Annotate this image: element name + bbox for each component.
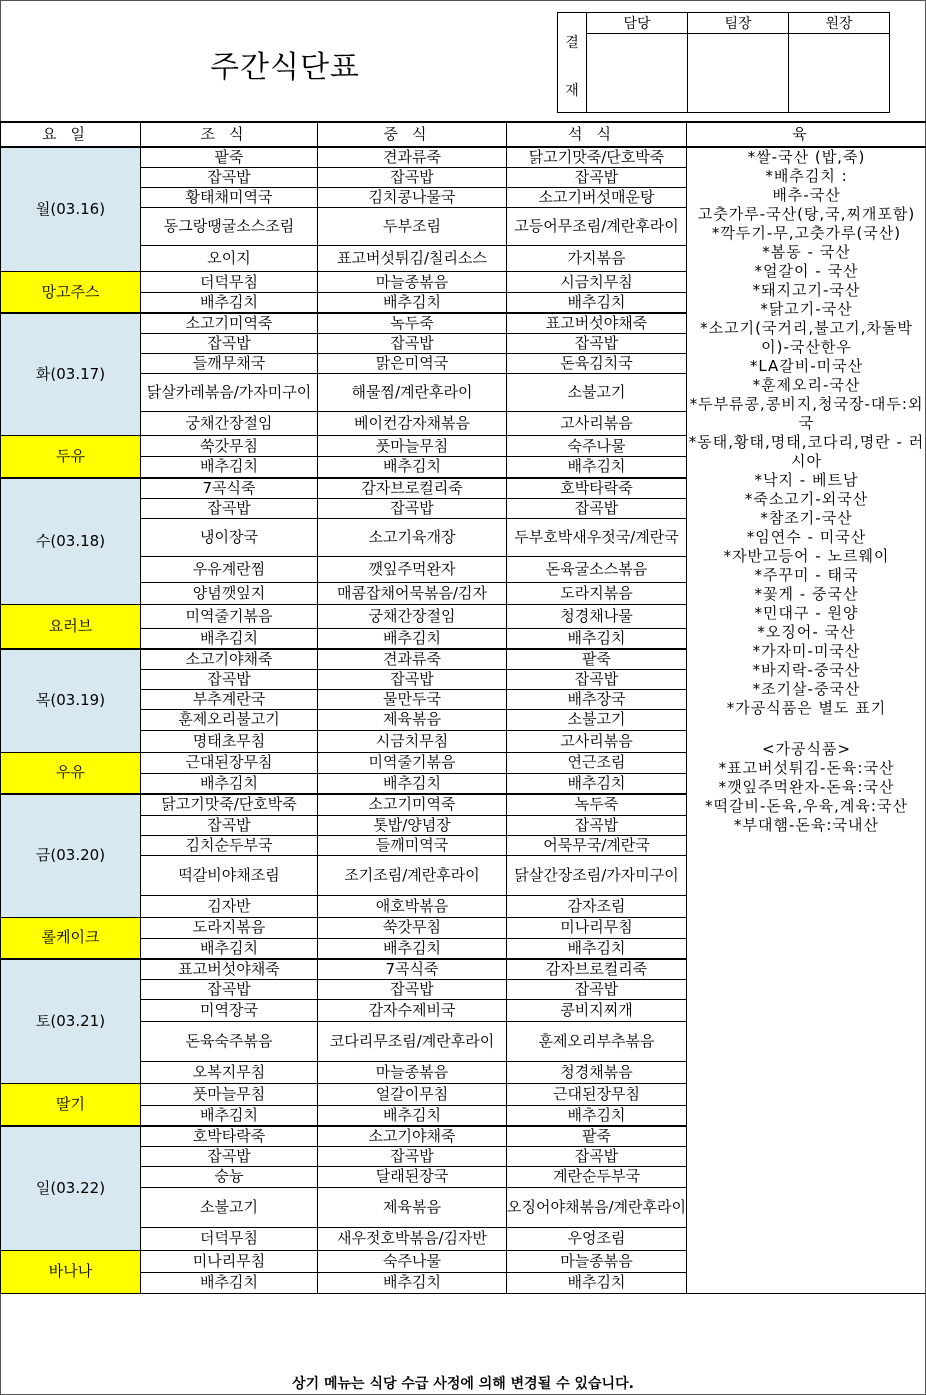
menu-cell-lunch: 얼갈이무침: [318, 1083, 507, 1105]
menu-cell-breakfast: 닭살카레볶음/가자미구이: [141, 374, 318, 412]
header-origin: 육: [687, 122, 926, 147]
dessert-label: 요러브: [1, 604, 141, 649]
menu-cell-breakfast: 팥죽: [141, 147, 318, 168]
origin-note-line: *쌀-국산 (밥,죽): [747, 148, 866, 166]
menu-cell-lunch: 소고기야채죽: [318, 1126, 507, 1147]
menu-cell-lunch: 배추김치: [318, 457, 507, 478]
menu-cell-dinner: 팥죽: [507, 1126, 687, 1147]
menu-cell-dinner: 잡곡밥: [507, 168, 687, 188]
menu-cell-breakfast: 배추김치: [141, 1105, 318, 1126]
origin-note-line: *소고기(국거리,불고기,차돌박이)-국산한우: [700, 319, 913, 356]
menu-cell-lunch: 소고기미역죽: [318, 794, 507, 815]
menu-cell-dinner: 잡곡밥: [507, 669, 687, 689]
menu-cell-breakfast: 쑥갓무침: [141, 436, 318, 457]
menu-cell-lunch: 견과류죽: [318, 649, 507, 670]
menu-cell-breakfast: 명태초무침: [141, 730, 318, 752]
menu-cell-lunch: 소고기육개장: [318, 518, 507, 556]
menu-cell-dinner: 배추장국: [507, 689, 687, 709]
menu-cell-lunch: 잡곡밥: [318, 1146, 507, 1166]
approval-box: [557, 12, 890, 113]
menu-cell-breakfast: 잡곡밥: [141, 815, 318, 835]
menu-cell-dinner: 두부호박새우젓국/계란국: [507, 518, 687, 556]
menu-cell-breakfast: 호박타락죽: [141, 1126, 318, 1147]
menu-cell-breakfast: 들깨무채국: [141, 354, 318, 374]
menu-cell-dinner: 잡곡밥: [507, 1146, 687, 1166]
menu-cell-lunch: 숙주나물: [318, 1250, 507, 1272]
menu-cell-breakfast: 미역장국: [141, 999, 318, 1021]
menu-cell-dinner: 근대된장무침: [507, 1083, 687, 1105]
origin-note-line: *떡갈비-돈육,우육,계육:국산: [705, 797, 908, 815]
origin-note-line: *봄동 - 국산: [762, 243, 851, 261]
origin-note-line: *깍두기-무,고춧가루(국산): [711, 224, 902, 242]
menu-cell-lunch: 배추김치: [318, 293, 507, 314]
menu-cell-dinner: 배추김치: [507, 628, 687, 649]
menu-cell-dinner: 도라지볶음: [507, 582, 687, 604]
menu-cell-breakfast: 숭늉: [141, 1166, 318, 1187]
origin-note-line: *꽃게 - 중국산: [754, 585, 859, 603]
menu-cell-breakfast: 황태채미역국: [141, 188, 318, 208]
menu-cell-dinner: 닭살간장조림/가자미구이: [507, 855, 687, 895]
menu-cell-lunch: 들깨미역국: [318, 835, 507, 855]
menu-cell-dinner: 숙주나물: [507, 436, 687, 457]
menu-cell-lunch: 애호박볶음: [318, 895, 507, 917]
menu-cell-dinner: 미나리무침: [507, 917, 687, 938]
menu-cell-dinner: 배추김치: [507, 1105, 687, 1126]
menu-cell-dinner: 마늘종볶음: [507, 1250, 687, 1272]
menu-cell-lunch: 미역줄기볶음: [318, 752, 507, 773]
day-label: 화(03.17): [1, 313, 141, 436]
menu-cell-dinner: 고사리볶음: [507, 730, 687, 752]
origin-note-line: *바지락-중국산: [752, 661, 861, 679]
origin-note-line: *자반고등어 - 노르웨이: [723, 547, 890, 565]
menu-cell-breakfast: 도라지볶음: [141, 917, 318, 938]
menu-cell-lunch: 새우젓호박볶음/김자반: [318, 1227, 507, 1250]
menu-cell-dinner: 닭고기맛죽/단호박죽: [507, 147, 687, 168]
menu-cell-dinner: 오징어야채볶음/계란후라이: [507, 1187, 687, 1227]
menu-cell-lunch: 두부조림: [318, 208, 507, 246]
menu-cell-lunch: 시금치무침: [318, 730, 507, 752]
menu-cell-lunch: 달래된장국: [318, 1166, 507, 1187]
menu-cell-lunch: 마늘종볶음: [318, 272, 507, 293]
header-dinner: 석식: [507, 122, 687, 147]
origin-note-line: *주꾸미 - 태국: [754, 566, 859, 584]
menu-cell-lunch: 배추김치: [318, 773, 507, 794]
origin-note-line: *돼지고기-국산: [752, 281, 861, 299]
menu-cell-dinner: 돈육김치국: [507, 354, 687, 374]
menu-cell-breakfast: 7곡식죽: [141, 478, 318, 499]
menu-cell-breakfast: 근대된장무침: [141, 752, 318, 773]
origin-note-line: [687, 718, 926, 740]
menu-cell-lunch: 배추김치: [318, 1272, 507, 1293]
menu-cell-lunch: 7곡식죽: [318, 959, 507, 980]
menu-cell-dinner: 감자브로컬리죽: [507, 959, 687, 980]
menu-cell-breakfast: 오복지무침: [141, 1061, 318, 1083]
menu-cell-lunch: 잡곡밥: [318, 334, 507, 354]
menu-cell-breakfast: 배추김치: [141, 457, 318, 478]
approval-label: [558, 13, 587, 113]
footer-note: 상기 메뉴는 식당 수급 사정에 의해 변경될 수 있습니다.: [292, 1376, 634, 1392]
origin-note-line: *훈제오리-국산: [752, 376, 861, 394]
menu-cell-breakfast: 배추김치: [141, 938, 318, 959]
dessert-label: 망고주스: [1, 272, 141, 314]
day-label: 금(03.20): [1, 794, 141, 917]
approval-label-gyeol: 결: [565, 34, 579, 51]
menu-cell-breakfast: 더덕무침: [141, 1227, 318, 1250]
menu-cell-lunch: 제육볶음: [318, 709, 507, 730]
origin-note-line: <가공식품>: [761, 740, 852, 758]
page-title: 주간식단표: [210, 50, 360, 85]
menu-cell-breakfast: 잡곡밥: [141, 498, 318, 518]
dessert-label: 딸기: [1, 1083, 141, 1126]
menu-cell-dinner: 잡곡밥: [507, 498, 687, 518]
menu-cell-lunch: 배추김치: [318, 1105, 507, 1126]
day-label: 수(03.18): [1, 478, 141, 605]
menu-cell-lunch: 조기조림/계란후라이: [318, 855, 507, 895]
menu-cell-lunch: 베이컨감자채볶음: [318, 412, 507, 436]
approval-sign-3[interactable]: [789, 34, 890, 113]
origin-note-line: *민대구 - 원양: [754, 604, 859, 622]
menu-cell-breakfast: 배추김치: [141, 773, 318, 794]
origin-note-line: *두부류콩,콩비지,청국장-대두:외국: [689, 395, 924, 432]
menu-cell-dinner: 계란순두부국: [507, 1166, 687, 1187]
menu-cell-breakfast: 소불고기: [141, 1187, 318, 1227]
menu-cell-breakfast: 잡곡밥: [141, 979, 318, 999]
menu-cell-dinner: 녹두죽: [507, 794, 687, 815]
menu-cell-breakfast: 동그랑땡굴소스조림: [141, 208, 318, 246]
origin-note-line: *참조기-국산: [760, 509, 853, 527]
menu-cell-breakfast: 닭고기맛죽/단호박죽: [141, 794, 318, 815]
dessert-label: 롤케이크: [1, 917, 141, 959]
origin-note-line: *임연수 - 미국산: [746, 528, 867, 546]
origin-note-line: *가자미-미국산: [752, 642, 861, 660]
origin-notes: [687, 147, 926, 1293]
origin-note-line: *조기살-중국산: [752, 680, 861, 698]
header-day: 요일: [1, 122, 141, 147]
origin-note-line: 배추-국산: [772, 186, 841, 204]
origin-note-line: *가공식품은 별도 표기: [726, 699, 887, 717]
menu-cell-lunch: 궁채간장절임: [318, 604, 507, 628]
menu-cell-dinner: 청경채나물: [507, 604, 687, 628]
menu-cell-dinner: 잡곡밥: [507, 979, 687, 999]
menu-cell-breakfast: 소고기미역죽: [141, 313, 318, 334]
menu-cell-lunch: 감자브로컬리죽: [318, 478, 507, 499]
menu-cell-lunch: 깻잎주먹완자: [318, 556, 507, 582]
menu-cell-lunch: 마늘종볶음: [318, 1061, 507, 1083]
menu-cell-dinner: 청경채볶음: [507, 1061, 687, 1083]
origin-note-line: *표고버섯튀김-돈육:국산: [718, 759, 895, 777]
origin-note-line: *오징어- 국산: [757, 623, 856, 641]
origin-note-line: *배추김치 :: [765, 167, 848, 185]
menu-cell-dinner: 콩비지찌개: [507, 999, 687, 1021]
menu-table: [0, 121, 926, 1294]
menu-cell-dinner: 고사리볶음: [507, 412, 687, 436]
menu-cell-dinner: 배추김치: [507, 773, 687, 794]
menu-cell-breakfast: 냉이장국: [141, 518, 318, 556]
day-label: 월(03.16): [1, 147, 141, 272]
menu-cell-dinner: 팥죽: [507, 649, 687, 670]
approval-sign-2[interactable]: [688, 34, 789, 113]
menu-cell-lunch: 견과류죽: [318, 147, 507, 168]
menu-cell-breakfast: 배추김치: [141, 293, 318, 314]
menu-cell-breakfast: 우유계란찜: [141, 556, 318, 582]
menu-cell-dinner: 돈육굴소스볶음: [507, 556, 687, 582]
menu-cell-dinner: 호박타락죽: [507, 478, 687, 499]
menu-cell-breakfast: 미역줄기볶음: [141, 604, 318, 628]
approval-sign-1[interactable]: [587, 34, 688, 113]
menu-cell-breakfast: 오이지: [141, 246, 318, 272]
menu-body: [1, 147, 926, 1293]
menu-cell-lunch: 물만두국: [318, 689, 507, 709]
origin-note-line: *동태,황태,명태,코다리,명란 - 러시아: [688, 433, 925, 470]
origin-note-line: *낙지 - 베트남: [754, 471, 859, 489]
header-lunch: 중식: [318, 122, 507, 147]
menu-cell-breakfast: 돈육숙주볶음: [141, 1021, 318, 1061]
day-label: 토(03.21): [1, 959, 141, 1084]
menu-cell-lunch: 잡곡밥: [318, 168, 507, 188]
menu-cell-dinner: 배추김치: [507, 938, 687, 959]
menu-cell-dinner: 소고기버섯매운탕: [507, 188, 687, 208]
origin-note-line: *부대햄-돈육:국내산: [734, 816, 879, 834]
menu-cell-dinner: 잡곡밥: [507, 334, 687, 354]
dessert-label: 바나나: [1, 1250, 141, 1293]
menu-cell-dinner: 배추김치: [507, 293, 687, 314]
menu-cell-lunch: 쑥갓무침: [318, 917, 507, 938]
origin-note-line: *닭고기-국산: [760, 300, 853, 318]
menu-cell-lunch: 김치콩나물국: [318, 188, 507, 208]
menu-cell-breakfast: 궁채간장절임: [141, 412, 318, 436]
day-label: 목(03.19): [1, 649, 141, 753]
menu-cell-breakfast: 부추계란국: [141, 689, 318, 709]
origin-note-line: *죽소고기-외국산: [744, 490, 869, 508]
approval-header-3: 원장: [789, 13, 890, 34]
origin-note-line: 고춧가루-국산(탕,국,찌개포함): [697, 205, 916, 223]
header-breakfast: 조식: [141, 122, 318, 147]
menu-cell-dinner: 어묵무국/계란국: [507, 835, 687, 855]
menu-cell-lunch: 풋마늘무침: [318, 436, 507, 457]
approval-label-jae: 재: [565, 82, 579, 99]
dessert-label: 우유: [1, 752, 141, 794]
menu-cell-breakfast: 배추김치: [141, 628, 318, 649]
menu-cell-breakfast: 잡곡밥: [141, 168, 318, 188]
menu-cell-dinner: 고등어무조림/계란후라이: [507, 208, 687, 246]
menu-cell-lunch: 녹두죽: [318, 313, 507, 334]
dessert-label: 두유: [1, 436, 141, 478]
menu-cell-breakfast: 김자반: [141, 895, 318, 917]
day-label: 일(03.22): [1, 1126, 141, 1251]
menu-cell-dinner: 배추김치: [507, 457, 687, 478]
menu-cell-lunch: 제육볶음: [318, 1187, 507, 1227]
menu-cell-dinner: 소불고기: [507, 374, 687, 412]
menu-cell-dinner: 훈제오리부추볶음: [507, 1021, 687, 1061]
menu-cell-lunch: 톳밥/양념장: [318, 815, 507, 835]
menu-cell-dinner: 감자조림: [507, 895, 687, 917]
menu-cell-breakfast: 훈제오리불고기: [141, 709, 318, 730]
menu-cell-breakfast: 미나리무침: [141, 1250, 318, 1272]
menu-cell-breakfast: 잡곡밥: [141, 1146, 318, 1166]
menu-cell-breakfast: 김치순두부국: [141, 835, 318, 855]
menu-cell-lunch: 맑은미역국: [318, 354, 507, 374]
menu-cell-breakfast: 더덕무침: [141, 272, 318, 293]
menu-cell-dinner: 연근조림: [507, 752, 687, 773]
origin-note-line: *LA갈비-미국산: [749, 357, 864, 375]
menu-cell-lunch: 해물찜/계란후라이: [318, 374, 507, 412]
menu-cell-lunch: 잡곡밥: [318, 498, 507, 518]
menu-cell-breakfast: 풋마늘무침: [141, 1083, 318, 1105]
menu-cell-lunch: 배추김치: [318, 938, 507, 959]
menu-cell-dinner: 시금치무침: [507, 272, 687, 293]
menu-cell-lunch: 표고버섯튀김/칠리소스: [318, 246, 507, 272]
menu-cell-breakfast: 양념깻잎지: [141, 582, 318, 604]
approval-header-2: 팀장: [688, 13, 789, 34]
menu-cell-breakfast: 잡곡밥: [141, 669, 318, 689]
approval-header-1: 담당: [587, 13, 688, 34]
menu-cell-lunch: 잡곡밥: [318, 979, 507, 999]
menu-cell-dinner: 표고버섯야채죽: [507, 313, 687, 334]
menu-cell-breakfast: 소고기야채죽: [141, 649, 318, 670]
menu-cell-lunch: 배추김치: [318, 628, 507, 649]
menu-cell-lunch: 매콤잡채어묵볶음/김자: [318, 582, 507, 604]
menu-cell-dinner: 우엉조림: [507, 1227, 687, 1250]
menu-cell-lunch: 코다리무조림/계란후라이: [318, 1021, 507, 1061]
menu-cell-dinner: 잡곡밥: [507, 815, 687, 835]
menu-cell-dinner: 가지볶음: [507, 246, 687, 272]
menu-cell-lunch: 감자수제비국: [318, 999, 507, 1021]
menu-cell-breakfast: 잡곡밥: [141, 334, 318, 354]
menu-cell-breakfast: 떡갈비야채조림: [141, 855, 318, 895]
menu-cell-breakfast: 표고버섯야채죽: [141, 959, 318, 980]
menu-cell-breakfast: 배추김치: [141, 1272, 318, 1293]
menu-cell-dinner: 소불고기: [507, 709, 687, 730]
menu-cell-dinner: 배추김치: [507, 1272, 687, 1293]
origin-note-line: *깻잎주먹완자-돈육:국산: [718, 778, 895, 796]
menu-cell-lunch: 잡곡밥: [318, 669, 507, 689]
origin-note-line: *얼갈이 - 국산: [754, 262, 859, 280]
